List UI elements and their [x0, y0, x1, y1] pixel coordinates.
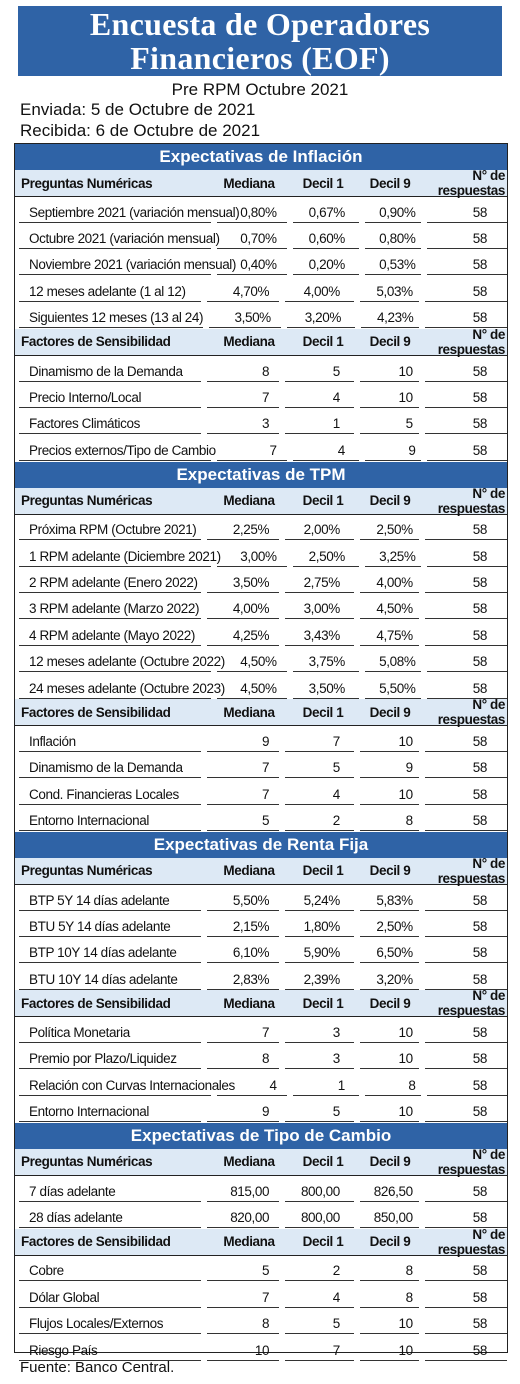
- table-row: [15, 567, 507, 593]
- table-row: [15, 1097, 507, 1123]
- group-label: Preguntas Numéricas: [21, 175, 153, 191]
- row-label: Inflación: [19, 732, 201, 752]
- column-header-decil9: Decil 9: [369, 863, 411, 879]
- respuestas-cell: 58: [425, 1341, 507, 1361]
- table-row: [15, 197, 507, 223]
- decil1-cell: 4: [285, 785, 354, 805]
- respuestas-cell: 58: [425, 811, 507, 831]
- group-header: [15, 170, 507, 197]
- decil9-cell: 4,23%: [361, 308, 419, 328]
- decil1-cell: 3,20%: [287, 308, 355, 328]
- decil9-cell: 9: [360, 758, 419, 778]
- mediana-cell: 7: [207, 388, 279, 408]
- table-row: [15, 1335, 507, 1361]
- respuestas-cell: 58: [427, 652, 507, 672]
- column-header-n: N° de respuestas: [437, 485, 505, 516]
- table-row: [15, 1282, 507, 1308]
- decil9-cell: 850,00: [360, 1208, 419, 1228]
- table-row: [15, 938, 507, 964]
- column-header-n: N° de respuestas: [437, 855, 505, 886]
- row-label: Precio Interno/Local: [19, 388, 201, 408]
- decil1-cell: 0,67%: [293, 203, 359, 223]
- column-header-mediana: Mediana: [223, 704, 275, 720]
- decil9-cell: 5,83%: [360, 891, 419, 911]
- decil1-cell: 4: [293, 441, 359, 461]
- table-row: [15, 805, 507, 831]
- row-label: 2 RPM adelante (Enero 2022): [19, 573, 201, 593]
- title-banner: [18, 6, 502, 76]
- decil1-cell: 2: [285, 811, 354, 831]
- respuestas-cell: 58: [425, 970, 507, 990]
- decil9-cell: 0,80%: [365, 229, 422, 249]
- mediana-cell: 3,50%: [207, 573, 279, 593]
- table-row: [15, 223, 507, 249]
- table-row: [15, 250, 507, 276]
- mediana-cell: 7: [207, 785, 279, 805]
- row-label: Septiembre 2021 (variación mensual): [19, 203, 211, 223]
- table-row: [15, 382, 507, 408]
- row-label: Noviembre 2021 (variación mensual): [19, 255, 211, 275]
- column-header-decil9: Decil 9: [369, 995, 411, 1011]
- column-header-decil9: Decil 9: [369, 175, 411, 191]
- mediana-cell: 10: [207, 1341, 279, 1361]
- mediana-cell: 0,40%: [217, 255, 287, 275]
- column-header-n: N° de respuestas: [437, 988, 505, 1019]
- mediana-cell: 5,50%: [207, 891, 279, 911]
- row-label: Octubre 2021 (variación mensual): [19, 229, 211, 249]
- decil1-cell: 1: [293, 1076, 359, 1096]
- decil1-cell: 0,20%: [293, 255, 359, 275]
- decil1-cell: 5: [285, 1314, 354, 1334]
- table-row: [15, 435, 507, 461]
- section-title: Expectativas de TPM: [15, 462, 507, 488]
- decil9-cell: 2,50%: [360, 917, 419, 937]
- column-header-decil1: Decil 1: [302, 1234, 344, 1250]
- mediana-cell: 6,10%: [207, 943, 279, 963]
- mediana-cell: 9: [207, 732, 279, 752]
- column-header-decil1: Decil 1: [302, 995, 344, 1011]
- column-header-n: N° de respuestas: [437, 697, 505, 728]
- title-line-1: Encuesta de Operadores: [89, 6, 431, 42]
- mediana-cell: 0,80%: [217, 203, 287, 223]
- decil9-cell: 10: [360, 732, 419, 752]
- column-header-n: N° de respuestas: [437, 1146, 505, 1177]
- row-label: Relación con Curvas Internacionales: [19, 1076, 211, 1096]
- group-label: Factores de Sensibilidad: [21, 334, 171, 350]
- group-label: Factores de Sensibilidad: [21, 704, 171, 720]
- row-label: Dinamismo de la Demanda: [19, 758, 201, 778]
- decil1-cell: 4,00%: [285, 282, 354, 302]
- decil1-cell: 7: [285, 732, 354, 752]
- row-label: Próxima RPM (Octubre 2021): [19, 520, 201, 540]
- respuestas-cell: 58: [425, 362, 507, 382]
- decil1-cell: 2,75%: [285, 573, 354, 593]
- respuestas-cell: 58: [425, 785, 507, 805]
- row-label: 4 RPM adelante (Mayo 2022): [19, 626, 201, 646]
- row-label: 7 días adelante: [19, 1182, 201, 1202]
- row-label: Flujos Locales/Externos: [19, 1314, 201, 1334]
- row-label: Política Monetaria: [19, 1023, 201, 1043]
- mediana-cell: 4,50%: [217, 679, 287, 699]
- mediana-cell: 3: [207, 414, 279, 434]
- decil1-cell: 5,24%: [285, 891, 354, 911]
- respuestas-cell: 58: [425, 1182, 507, 1202]
- decil9-cell: 4,50%: [360, 599, 419, 619]
- decil9-cell: 8: [360, 1261, 419, 1281]
- mediana-cell: 4,50%: [217, 652, 287, 672]
- decil9-cell: 10: [360, 1049, 419, 1069]
- respuestas-cell: 58: [427, 1076, 507, 1096]
- column-header-n: N° de respuestas: [437, 326, 505, 357]
- mediana-cell: 7: [217, 441, 287, 461]
- decil1-cell: 5,90%: [285, 943, 354, 963]
- decil9-cell: 5,50%: [365, 679, 422, 699]
- respuestas-cell: 58: [425, 573, 507, 593]
- subtitle: Pre RPM Octubre 2021: [171, 80, 349, 99]
- column-header-n: N° de respuestas: [437, 168, 505, 198]
- table-row: [15, 303, 507, 329]
- row-label: Entorno Internacional: [19, 811, 201, 831]
- mediana-cell: 7: [207, 1288, 279, 1308]
- row-label: BTP 10Y 14 días adelante: [19, 943, 201, 963]
- column-header-mediana: Mediana: [223, 995, 275, 1011]
- table-row: [15, 753, 507, 779]
- mediana-cell: 7: [207, 758, 279, 778]
- respuestas-cell: 58: [425, 1049, 507, 1069]
- group-header: [15, 1226, 507, 1257]
- decil1-cell: 0,60%: [293, 229, 359, 249]
- respuestas-cell: 58: [425, 308, 507, 328]
- table-row: [15, 1044, 507, 1070]
- mediana-cell: 815,00: [207, 1182, 279, 1202]
- mediana-cell: 9: [207, 1102, 279, 1122]
- group-label: Preguntas Numéricas: [21, 863, 153, 879]
- mediana-cell: 4,00%: [207, 599, 279, 619]
- row-label: 1 RPM adelante (Diciembre 2021): [19, 547, 211, 567]
- respuestas-cell: 58: [425, 891, 507, 911]
- column-header-decil1: Decil 1: [302, 493, 344, 509]
- decil1-cell: 800,00: [285, 1182, 354, 1202]
- respuestas-cell: 58: [427, 203, 507, 223]
- decil1-cell: 4: [285, 388, 354, 408]
- respuestas-cell: 58: [427, 255, 507, 275]
- row-label: Precios externos/Tipo de Cambio: [19, 441, 211, 461]
- mediana-cell: 4,70%: [207, 282, 279, 302]
- decil1-cell: 3: [285, 1023, 354, 1043]
- column-header-decil9: Decil 9: [369, 1154, 411, 1170]
- decil1-cell: 2,39%: [285, 970, 354, 990]
- decil1-cell: 1,80%: [285, 917, 354, 937]
- column-header-mediana: Mediana: [223, 493, 275, 509]
- column-header-decil9: Decil 9: [369, 704, 411, 720]
- decil1-cell: 5: [285, 362, 354, 382]
- decil1-cell: 4: [285, 1288, 354, 1308]
- decil9-cell: 8: [360, 811, 419, 831]
- row-label: Siguientes 12 meses (13 al 24): [19, 308, 203, 328]
- respuestas-cell: 58: [425, 732, 507, 752]
- decil1-cell: 5: [285, 758, 354, 778]
- respuestas-cell: 58: [425, 1208, 507, 1228]
- table-row: [15, 356, 507, 382]
- row-label: 28 días adelante: [19, 1208, 201, 1228]
- group-header: [15, 485, 507, 516]
- respuestas-cell: 58: [425, 1314, 507, 1334]
- decil1-cell: 2,50%: [293, 547, 359, 567]
- respuestas-cell: 58: [425, 758, 507, 778]
- row-label: Entorno Internacional: [19, 1102, 201, 1122]
- row-label: BTP 5Y 14 días adelante: [19, 891, 201, 911]
- section-title: Expectativas de Renta Fija: [15, 832, 507, 858]
- mediana-cell: 8: [207, 362, 279, 382]
- decil9-cell: 10: [360, 362, 419, 382]
- group-header: [15, 326, 507, 357]
- column-header-decil1: Decil 1: [302, 1154, 344, 1170]
- decil1-cell: 3,43%: [285, 626, 354, 646]
- row-label: Dólar Global: [19, 1288, 201, 1308]
- decil9-cell: 10: [360, 388, 419, 408]
- mediana-cell: 3,50%: [209, 308, 281, 328]
- row-label: BTU 5Y 14 días adelante: [19, 917, 201, 937]
- table-row: [15, 620, 507, 646]
- table-row: [15, 1309, 507, 1335]
- decil9-cell: 3,20%: [360, 970, 419, 990]
- column-header-decil1: Decil 1: [302, 863, 344, 879]
- table-row: [15, 515, 507, 541]
- respuestas-cell: 58: [427, 229, 507, 249]
- table-row: [15, 646, 507, 672]
- row-label: BTU 10Y 14 días adelante: [19, 970, 201, 990]
- column-header-mediana: Mediana: [223, 1234, 275, 1250]
- respuestas-cell: 58: [425, 388, 507, 408]
- decil9-cell: 10: [360, 785, 419, 805]
- table-row: [15, 1202, 507, 1228]
- column-header-mediana: Mediana: [223, 334, 275, 350]
- respuestas-cell: 58: [425, 943, 507, 963]
- column-header-decil1: Decil 1: [302, 175, 344, 191]
- column-header-mediana: Mediana: [223, 175, 275, 191]
- row-label: Dinamismo de la Demanda: [19, 362, 201, 382]
- row-label: Cond. Financieras Locales: [19, 785, 201, 805]
- decil1-cell: 3,75%: [293, 652, 359, 672]
- decil9-cell: 3,25%: [365, 547, 422, 567]
- table-row: [15, 594, 507, 620]
- respuestas-cell: 58: [425, 1023, 507, 1043]
- respuestas-cell: 58: [425, 1102, 507, 1122]
- section-title: Expectativas de Inflación: [15, 144, 507, 170]
- group-header: [15, 855, 507, 886]
- decil1-cell: 7: [285, 1341, 354, 1361]
- decil1-cell: 1: [285, 414, 354, 434]
- row-label: Premio por Plazo/Liquidez: [19, 1049, 201, 1069]
- column-header-decil1: Decil 1: [302, 704, 344, 720]
- group-label: Preguntas Numéricas: [21, 493, 153, 509]
- decil9-cell: 0,90%: [365, 203, 422, 223]
- decil1-cell: 2: [285, 1261, 354, 1281]
- row-label: 3 RPM adelante (Marzo 2022): [19, 599, 201, 619]
- group-label: Preguntas Numéricas: [21, 1154, 153, 1170]
- row-label: Cobre: [19, 1261, 201, 1281]
- row-label: 12 meses adelante (1 al 12): [19, 282, 201, 302]
- table-row: [15, 911, 507, 937]
- table-row: [15, 1070, 507, 1096]
- table-row: [15, 1256, 507, 1282]
- column-header-n: N° de respuestas: [437, 1226, 505, 1257]
- decil9-cell: 5,08%: [365, 652, 422, 672]
- mediana-cell: 820,00: [207, 1208, 279, 1228]
- group-header: [15, 1146, 507, 1177]
- table-row: [15, 779, 507, 805]
- mediana-cell: 4,25%: [207, 626, 279, 646]
- table-row: [15, 726, 507, 752]
- decil1-cell: 2,00%: [285, 520, 354, 540]
- source-note: Fuente: Banco Central.: [20, 1359, 175, 1376]
- mediana-cell: 5: [207, 1261, 279, 1281]
- column-header-mediana: Mediana: [223, 1154, 275, 1170]
- decil1-cell: 3,50%: [293, 679, 359, 699]
- survey-table: [14, 143, 508, 1358]
- decil9-cell: 4,75%: [360, 626, 419, 646]
- sent-date: Enviada: 5 de Octubre de 2021: [20, 100, 256, 119]
- group-header: [15, 699, 507, 726]
- respuestas-cell: 58: [425, 599, 507, 619]
- decil9-cell: 5,03%: [360, 282, 419, 302]
- decil1-cell: 800,00: [285, 1208, 354, 1228]
- respuestas-cell: 58: [425, 626, 507, 646]
- decil9-cell: 8: [365, 1076, 422, 1096]
- decil9-cell: 826,50: [360, 1182, 419, 1202]
- decil9-cell: 5: [360, 414, 419, 434]
- mediana-cell: 3,00%: [217, 547, 287, 567]
- table-row: [15, 673, 507, 699]
- decil9-cell: 10: [360, 1023, 419, 1043]
- row-label: Riesgo País: [19, 1341, 201, 1361]
- respuestas-cell: 58: [425, 1261, 507, 1281]
- decil1-cell: 3: [285, 1049, 354, 1069]
- group-label: Factores de Sensibilidad: [21, 1234, 171, 1250]
- respuestas-cell: 58: [427, 547, 507, 567]
- mediana-cell: 2,25%: [207, 520, 279, 540]
- column-header-decil9: Decil 9: [369, 1234, 411, 1250]
- mediana-cell: 2,15%: [207, 917, 279, 937]
- mediana-cell: 8: [207, 1314, 279, 1334]
- column-header-decil1: Decil 1: [302, 334, 344, 350]
- mediana-cell: 0,70%: [217, 229, 287, 249]
- table-row: [15, 885, 507, 911]
- row-label: 24 meses adelante (Octubre 2023): [19, 679, 211, 699]
- decil9-cell: 0,53%: [365, 255, 422, 275]
- mediana-cell: 5: [207, 811, 279, 831]
- mediana-cell: 4: [217, 1076, 287, 1096]
- table-row: [15, 276, 507, 302]
- decil9-cell: 9: [365, 441, 422, 461]
- decil9-cell: 10: [360, 1341, 419, 1361]
- respuestas-cell: 58: [427, 679, 507, 699]
- respuestas-cell: 58: [425, 1288, 507, 1308]
- received-date: Recibida: 6 de Octubre de 2021: [20, 121, 261, 140]
- table-row: [15, 964, 507, 990]
- table-row: [15, 409, 507, 435]
- decil9-cell: 10: [360, 1102, 419, 1122]
- table-row: [15, 1176, 507, 1202]
- row-label: Factores Climáticos: [19, 414, 201, 434]
- respuestas-cell: 58: [425, 282, 507, 302]
- decil1-cell: 3,00%: [285, 599, 354, 619]
- table-row: [15, 541, 507, 567]
- decil9-cell: 10: [360, 1314, 419, 1334]
- respuestas-cell: 58: [427, 441, 507, 461]
- respuestas-cell: 58: [425, 414, 507, 434]
- decil9-cell: 8: [360, 1288, 419, 1308]
- column-header-decil9: Decil 9: [369, 334, 411, 350]
- group-label: Factores de Sensibilidad: [21, 995, 171, 1011]
- section-title: Expectativas de Tipo de Cambio: [15, 1123, 507, 1149]
- decil9-cell: 2,50%: [360, 520, 419, 540]
- mediana-cell: 7: [207, 1023, 279, 1043]
- title-line-2: Financieros (EOF): [130, 40, 390, 76]
- column-header-decil9: Decil 9: [369, 493, 411, 509]
- row-label: 12 meses adelante (Octubre 2022): [19, 652, 211, 672]
- decil1-cell: 5: [285, 1102, 354, 1122]
- respuestas-cell: 58: [425, 520, 507, 540]
- group-header: [15, 990, 507, 1017]
- table-row: [15, 1017, 507, 1043]
- column-header-mediana: Mediana: [223, 863, 275, 879]
- decil9-cell: 6,50%: [360, 943, 419, 963]
- respuestas-cell: 58: [425, 917, 507, 937]
- mediana-cell: 8: [207, 1049, 279, 1069]
- decil9-cell: 4,00%: [360, 573, 419, 593]
- mediana-cell: 2,83%: [207, 970, 279, 990]
